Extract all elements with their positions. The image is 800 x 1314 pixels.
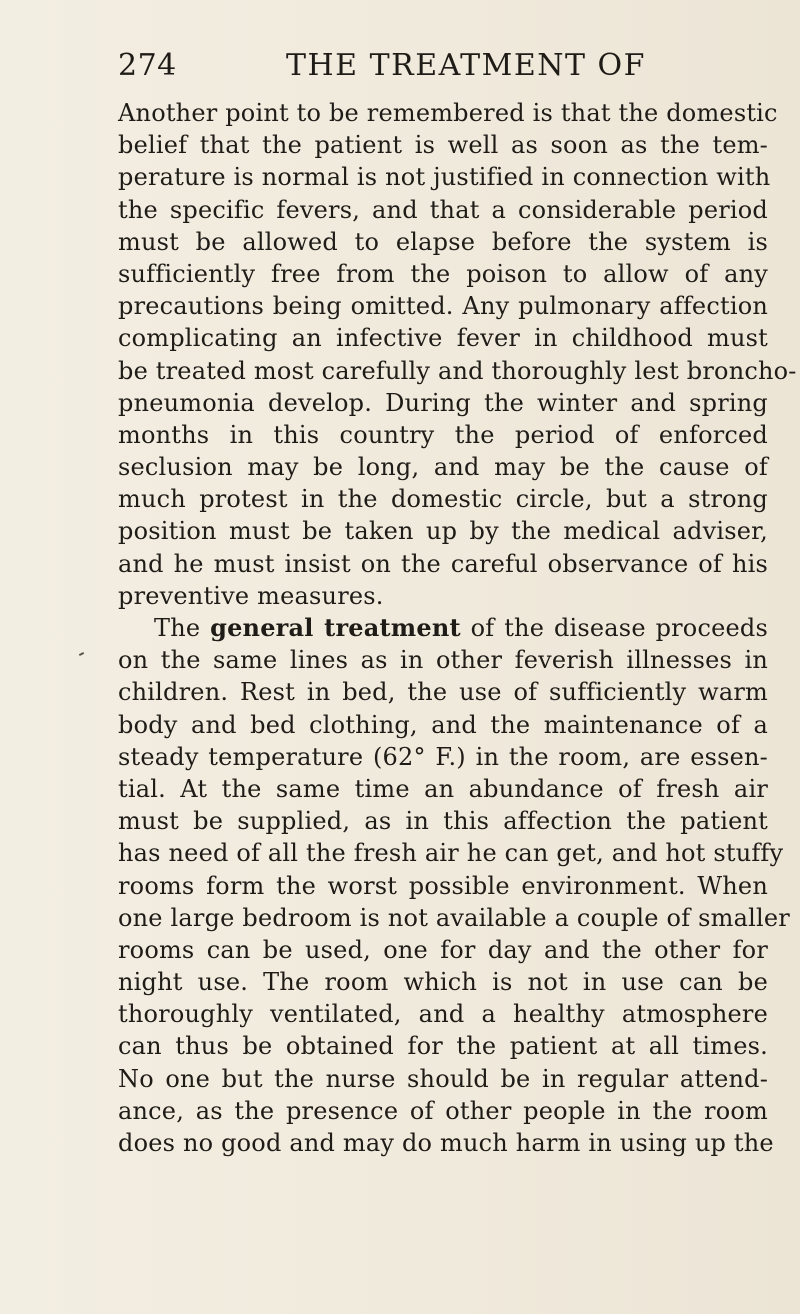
- running-head: [118, 47, 768, 85]
- paragraph-2-line: has need of all the fresh air he can get, and hot stuffy: [118, 839, 784, 868]
- body-text: [118, 97, 797, 1159]
- paragraph-1-line: pneumonia develop. During the winter and spring: [118, 388, 768, 417]
- paragraph-1-line: months in this country the period of enforced: [118, 420, 768, 449]
- margin-mark: [79, 652, 84, 656]
- paragraph-2-line: night use. The room which is not in use can be: [118, 968, 768, 997]
- paragraph-2-line: rooms can be used, one for day and the other for: [118, 935, 768, 964]
- paragraph-2-line: must be supplied, as in this affection the patient: [118, 807, 768, 836]
- bold-term-general-treatment: general treatment: [210, 613, 461, 642]
- paragraph-1-line: belief that the patient is well as soon as the tem-: [118, 131, 768, 160]
- paragraph-1-line: and he must insist on the careful observance of his: [118, 549, 768, 578]
- paragraph-2-line: does no good and may do much harm in using up the: [118, 1129, 774, 1157]
- paragraph-2-line: children. Rest in bed, the use of sufficiently warm: [118, 678, 768, 707]
- paragraph-2-line: can thus be obtained for the patient at all times.: [118, 1032, 768, 1061]
- paragraph-2-line: on the same lines as in other feverish illnesses in: [118, 646, 768, 675]
- paragraph-1-line: preventive measures.: [118, 581, 384, 610]
- paragraph-1-line: sufficiently free from the poison to allow of any: [118, 259, 768, 288]
- paragraph-1-line: seclusion may be long, and may be the cause of: [118, 453, 768, 482]
- paragraph-1-line: must be allowed to elapse before the system is: [118, 227, 768, 256]
- paragraph-1-line: complicating an infective fever in childhood must: [118, 324, 768, 353]
- page-number: 274: [118, 48, 177, 83]
- paragraph-2-line: body and bed clothing, and the maintenance of a: [118, 710, 768, 739]
- paragraph-1-line: Another point to be remembered is that the domestic: [118, 99, 778, 127]
- paragraph-2-line: No one but the nurse should be in regular attend-: [118, 1064, 768, 1093]
- paragraph-1-line: the specific fevers, and that a considerable period: [118, 195, 768, 224]
- paragraph-1-line: position must be taken up by the medical adviser,: [118, 517, 768, 546]
- paragraph-2-line: ance, as the presence of other people in the room: [118, 1096, 768, 1125]
- running-title: THE TREATMENT OF: [286, 48, 646, 83]
- paragraph-2-line: one large bedroom is not available a couple of smaller: [118, 903, 790, 932]
- paragraph-1-line: much protest in the domestic circle, but a strong: [118, 485, 768, 514]
- paragraph-2-lead: The: [154, 614, 211, 642]
- paragraph-1-line: perature is normal is not justified in connection with: [118, 163, 771, 192]
- paragraph-2-line: steady temperature (62° F.) in the room, are essen-: [118, 742, 768, 771]
- paragraph-2-lead-rest: of the disease proceeds: [460, 614, 768, 642]
- paragraph-2-line: rooms form the worst possible environment. When: [118, 871, 768, 900]
- paragraph-2-first-line: [118, 612, 768, 644]
- paragraph-2-line: tial. At the same time an abundance of fresh air: [118, 774, 768, 803]
- paragraph-1-line: be treated most carefully and thoroughly lest broncho-: [118, 356, 797, 385]
- paragraph-1-line: precautions being omitted. Any pulmonary affection: [118, 292, 768, 321]
- paragraph-2-line: thoroughly ventilated, and a healthy atmosphere: [118, 1000, 768, 1029]
